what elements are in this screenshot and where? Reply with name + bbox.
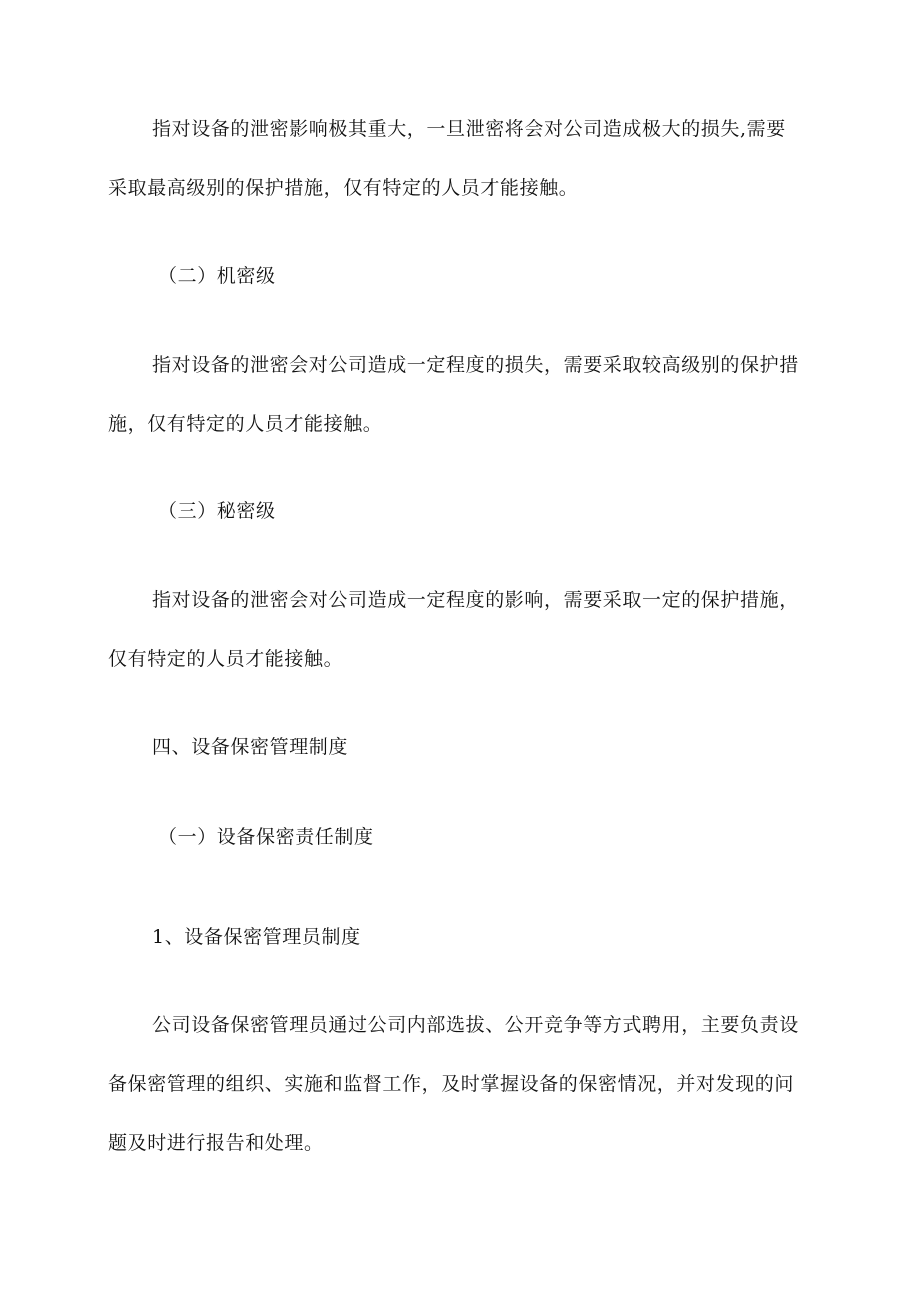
paragraph-line: 题及时进行报告和处理。	[108, 1132, 324, 1154]
paragraph-line: 指对设备的泄密会对公司造成一定程度的影响，需要采取一定的保护措施，	[152, 589, 799, 611]
subheading-confidential-level: （二）机密级	[158, 265, 276, 287]
subheading-secret-level: （三）秘密级	[158, 500, 276, 522]
paragraph-line: 采取最高级别的保护措施，仅有特定的人员才能接触。	[108, 177, 579, 199]
section-heading-equipment-confidentiality-management: 四、设备保密管理制度	[152, 736, 349, 758]
paragraph-administrator-description	[108, 996, 828, 1173]
subheading-responsibility-system: （一）设备保密责任制度	[158, 826, 374, 848]
paragraph-secret-description	[108, 571, 828, 689]
numbered-heading-administrator-system: 1、设备保密管理员制度	[152, 926, 361, 948]
paragraph-line: 指对设备的泄密影响极其重大，一旦泄密将会对公司造成极大的损失,需要	[152, 118, 786, 140]
paragraph-line: 公司设备保密管理员通过公司内部选拔、公开竞争等方式聘用，主要负责设	[152, 1014, 799, 1036]
paragraph-line: 指对设备的泄密会对公司造成一定程度的损失，需要采取较高级别的保护措	[152, 354, 799, 376]
paragraph-confidential-description	[108, 336, 828, 454]
paragraph-line: 仅有特定的人员才能接触。	[108, 648, 344, 670]
paragraph-line: 备保密管理的组织、实施和监督工作，及时掌握设备的保密情况，并对发现的问	[108, 1073, 795, 1095]
paragraph-line: 施，仅有特定的人员才能接触。	[108, 413, 383, 435]
paragraph-top-secret-description	[108, 100, 828, 218]
